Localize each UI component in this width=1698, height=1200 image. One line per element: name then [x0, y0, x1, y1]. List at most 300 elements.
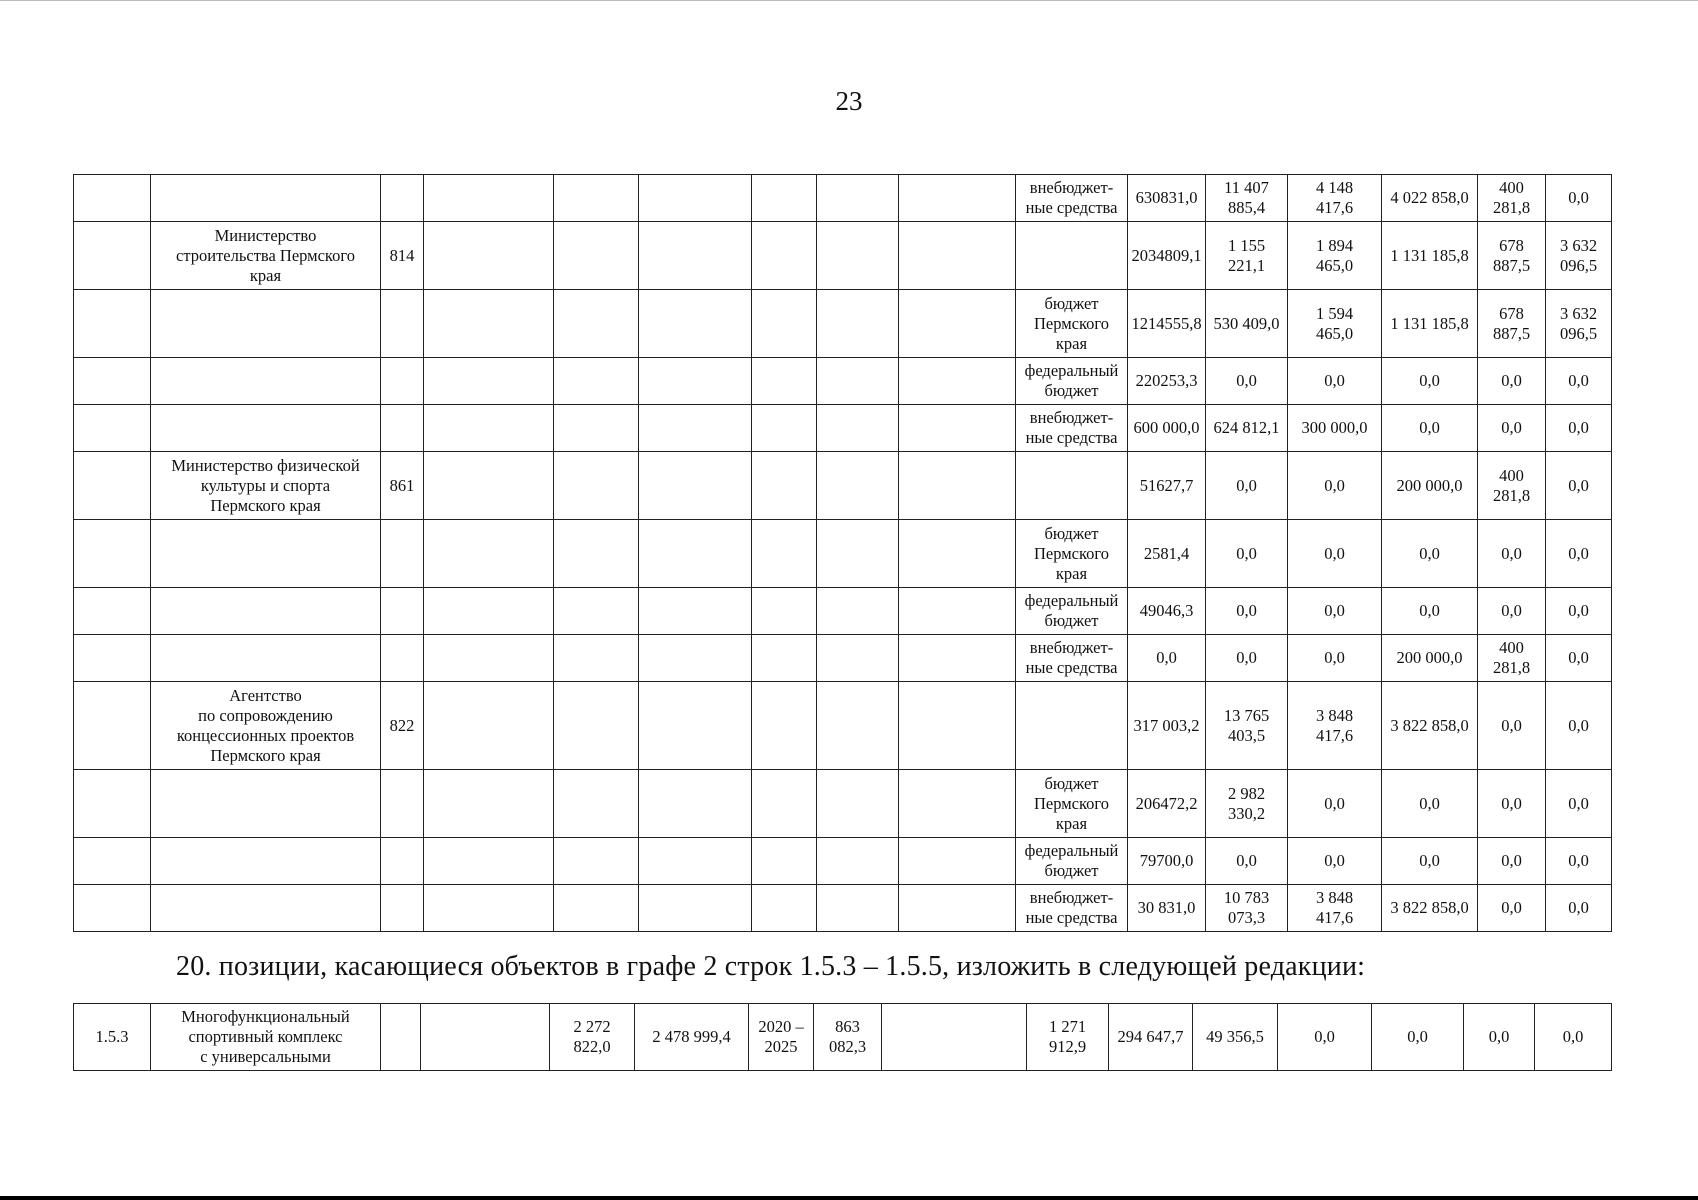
cell-line: 0,0 [1501, 371, 1522, 390]
cell-line: 3 632 [1559, 235, 1598, 255]
amount-cell [1546, 770, 1612, 838]
amount-cell [1382, 682, 1478, 770]
cell-line: по сопровождению [198, 705, 333, 725]
cell-line: 2 478 999,4 [652, 1027, 731, 1046]
organization-cell [151, 885, 381, 932]
amount-cell [1128, 838, 1206, 885]
amount-cell [1478, 222, 1546, 290]
amount-cell [1478, 682, 1546, 770]
empty-cell [424, 290, 554, 358]
cell-line: 530 409,0 [1213, 313, 1280, 333]
organization-cell [151, 635, 381, 682]
cell-line: 0,0 [1236, 371, 1257, 390]
cell-line: края [1055, 333, 1088, 353]
cell-line: 096,5 [1559, 255, 1598, 275]
value-cell [1027, 1004, 1109, 1071]
cell-line: 1 594 [1315, 303, 1354, 323]
value-cell [1535, 1004, 1612, 1071]
funding-source-cell [1016, 635, 1128, 682]
empty-cell [424, 588, 554, 635]
empty-cell [752, 885, 817, 932]
number-cell [74, 838, 151, 885]
cell-line: 0,0 [1488, 1027, 1510, 1046]
cell-line: 400 281,8 [1492, 178, 1531, 217]
code-cell: 822 [381, 682, 424, 770]
amount-cell [1382, 222, 1478, 290]
cell-line: 1 155 [1227, 235, 1266, 255]
cell-line: 0,0 [1407, 1027, 1428, 1046]
empty-cell [554, 290, 639, 358]
cell-line: 0,0 [1568, 898, 1589, 917]
amount-cell [1546, 682, 1612, 770]
empty-cell [381, 1004, 421, 1071]
cell-line: 0,0 [1324, 371, 1345, 390]
empty-cell [752, 222, 817, 290]
cell-line: 49046,3 [1139, 601, 1194, 620]
empty-cell [899, 222, 1016, 290]
cell-line: Пермского края [210, 745, 321, 765]
cell-line: 0,0 [1324, 648, 1345, 667]
page-number: 23 [835, 86, 863, 116]
funding-source-cell [1016, 885, 1128, 932]
number-cell [74, 588, 151, 635]
cell-line: 4 022 858,0 [1390, 188, 1469, 207]
funding-source-cell [1016, 405, 1128, 452]
cell-line: ные средства [1025, 658, 1118, 677]
empty-cell [639, 682, 752, 770]
cell-line: 082,3 [828, 1037, 867, 1056]
cell-line: Агентство [229, 685, 302, 705]
cell-line: 0,0 [1501, 543, 1522, 563]
empty-cell [899, 405, 1016, 452]
amount-cell [1546, 885, 1612, 932]
amount-cell [1478, 405, 1546, 452]
funding-source-cell [1016, 175, 1128, 222]
cell-line: 0,0 [1419, 851, 1440, 870]
number-cell [74, 405, 151, 452]
cell-line: бюджет [1044, 293, 1099, 313]
cell-line: Министерство физической [171, 455, 360, 475]
cell-line: 0,0 [1568, 601, 1589, 620]
table-row [74, 682, 1612, 770]
cell-line: 51627,7 [1139, 475, 1194, 495]
cell-line: 294 647,7 [1117, 1027, 1184, 1046]
amount-cell [1546, 175, 1612, 222]
cell-line: 2034809,1 [1131, 245, 1202, 265]
amount-cell [1128, 588, 1206, 635]
number-cell [74, 290, 151, 358]
number-cell [74, 175, 151, 222]
cell-line: 630831,0 [1135, 188, 1198, 207]
empty-cell [639, 452, 752, 520]
amount-cell [1382, 885, 1478, 932]
cell-line: 417,6 [1315, 725, 1354, 745]
cell-line: 0,0 [1568, 371, 1589, 390]
amount-cell [1382, 290, 1478, 358]
amount-cell [1478, 520, 1546, 588]
cell-line: бюджет [1044, 861, 1099, 880]
empty-cell [752, 838, 817, 885]
organization-cell [151, 358, 381, 405]
cell-line: 0,0 [1236, 543, 1257, 563]
cell-line: 0,0 [1419, 371, 1440, 390]
value-cell [1464, 1004, 1535, 1071]
cell-line: 863 [835, 1017, 860, 1036]
cell-line: 0,0 [1501, 418, 1522, 437]
empty-cell [424, 222, 554, 290]
empty-cell [424, 885, 554, 932]
amount-cell [1546, 452, 1612, 520]
cell-line: 073,3 [1227, 908, 1266, 927]
empty-cell [817, 452, 899, 520]
amount-cell [1206, 588, 1288, 635]
empty-cell [882, 1004, 1027, 1071]
cell-line: ные средства [1025, 428, 1118, 447]
funding-source-cell [1016, 222, 1128, 290]
cell-line: 0,0 [1501, 851, 1522, 870]
organization-cell [151, 222, 381, 290]
amount-cell [1546, 358, 1612, 405]
empty-cell [424, 635, 554, 682]
empty-cell [752, 682, 817, 770]
empty-cell [554, 452, 639, 520]
value-cell [1372, 1004, 1464, 1071]
amount-cell [1128, 682, 1206, 770]
empty-cell [554, 175, 639, 222]
organization-cell [151, 588, 381, 635]
cell-line: 0,0 [1419, 601, 1440, 620]
organization-cell [151, 520, 381, 588]
empty-cell [639, 520, 752, 588]
empty-cell [752, 452, 817, 520]
cell-line: 49 356,5 [1206, 1027, 1264, 1046]
cell-line: Пермского [1033, 543, 1110, 563]
cell-line: 0,0 [1568, 648, 1589, 667]
amount-cell [1478, 770, 1546, 838]
amount-cell [1206, 770, 1288, 838]
amount-cell [1288, 770, 1382, 838]
organization-cell [151, 175, 381, 222]
empty-cell [899, 838, 1016, 885]
amount-cell [1478, 635, 1546, 682]
cell-line: 330,2 [1227, 803, 1266, 823]
table-row [74, 635, 1612, 682]
code-cell [381, 885, 424, 932]
cell-line: 1 271 [1048, 1017, 1087, 1036]
cell-line: 317 003,2 [1133, 715, 1200, 735]
amount-cell [1206, 175, 1288, 222]
amount-cell [1382, 405, 1478, 452]
cell-line: 0,0 [1419, 418, 1440, 437]
code-cell: 814 [381, 222, 424, 290]
amount-cell [1382, 588, 1478, 635]
empty-cell [424, 405, 554, 452]
scan-edge-top [0, 0, 1698, 1]
empty-cell [554, 885, 639, 932]
object-table [73, 1003, 1612, 1071]
amount-cell [1128, 222, 1206, 290]
cell-line: 220253,3 [1135, 371, 1198, 390]
cell-line: концессионных проектов [176, 725, 355, 745]
empty-cell [817, 405, 899, 452]
funding-source-cell [1016, 682, 1128, 770]
table-row [74, 290, 1612, 358]
cell-line: 206472,2 [1135, 793, 1198, 813]
cell-line: бюджет [1044, 773, 1099, 793]
amount-cell [1546, 222, 1612, 290]
cell-line: строительства Пермского [176, 245, 355, 265]
amount-cell [1206, 405, 1288, 452]
cell-line: 3 822 858,0 [1390, 898, 1469, 917]
amount-cell [1288, 838, 1382, 885]
amount-cell [1288, 452, 1382, 520]
empty-cell [817, 222, 899, 290]
cell-line: спортивный комплекс [188, 1027, 343, 1046]
amount-cell [1288, 222, 1382, 290]
amount-cell [1478, 452, 1546, 520]
cell-line: 0,0 [1568, 188, 1589, 207]
cell-line: края [1055, 563, 1088, 583]
cell-line: 0,0 [1568, 418, 1589, 437]
empty-cell [554, 635, 639, 682]
empty-cell [421, 1004, 550, 1071]
empty-cell [554, 588, 639, 635]
cell-line: 300 000,0 [1301, 418, 1368, 437]
cell-line: 3 632 [1559, 303, 1598, 323]
cell-line: 2020 – [758, 1017, 804, 1036]
cell-line: 0,0 [1419, 793, 1440, 813]
amount-cell [1128, 635, 1206, 682]
cell-line: Многофункциональный [181, 1007, 350, 1026]
code-cell [381, 520, 424, 588]
number-cell [74, 452, 151, 520]
cell-line: края [1055, 813, 1088, 833]
empty-cell [639, 175, 752, 222]
cell-line: 0,0 [1324, 475, 1345, 495]
amount-cell [1288, 635, 1382, 682]
empty-cell [424, 452, 554, 520]
cell-line: 0,0 [1568, 793, 1589, 813]
value-cell [749, 1004, 814, 1071]
section-heading: 20. позиции, касающиеся объектов в графе 2 строк 1.5.3 – 1.5.5, изложить в следующей редакции: [176, 951, 1366, 982]
cell-line: 0,0 [1419, 543, 1440, 563]
cell-line: 0,0 [1568, 543, 1589, 563]
cell-line: 0,0 [1324, 851, 1345, 870]
empty-cell [752, 635, 817, 682]
empty-cell [817, 588, 899, 635]
cell-line: 1214555,8 [1131, 313, 1202, 333]
cell-line: 11 407 [1224, 178, 1269, 197]
amount-cell [1546, 838, 1612, 885]
empty-cell [817, 358, 899, 405]
amount-cell [1128, 405, 1206, 452]
empty-cell [639, 358, 752, 405]
empty-cell [817, 682, 899, 770]
empty-cell [899, 358, 1016, 405]
empty-cell [752, 588, 817, 635]
cell-line: 0,0 [1568, 851, 1589, 870]
cell-line: 885,4 [1227, 198, 1266, 217]
number-cell [74, 520, 151, 588]
table-row [74, 770, 1612, 838]
amount-cell [1382, 358, 1478, 405]
cell-line: 3 848 [1315, 705, 1354, 725]
cell-line: 3 848 [1315, 888, 1354, 907]
amount-cell [1206, 885, 1288, 932]
code-cell [381, 635, 424, 682]
empty-cell [899, 588, 1016, 635]
cell-line: 0,0 [1501, 898, 1522, 917]
empty-cell [424, 358, 554, 405]
amount-cell [1206, 358, 1288, 405]
scan-edge-bottom [0, 1196, 1698, 1200]
cell-line: 465,0 [1315, 323, 1354, 343]
code-cell [381, 405, 424, 452]
empty-cell [554, 682, 639, 770]
number-cell [74, 770, 151, 838]
amount-cell [1128, 885, 1206, 932]
number-cell [74, 682, 151, 770]
cell-line: внебюджет- [1029, 178, 1114, 197]
empty-cell [424, 838, 554, 885]
amount-cell [1382, 635, 1478, 682]
organization-cell [151, 405, 381, 452]
amount-cell [1206, 222, 1288, 290]
table-row [74, 452, 1612, 520]
cell-line: федеральный [1024, 361, 1119, 380]
cell-line: 0,0 [1236, 851, 1257, 870]
funding-source-cell [1016, 290, 1128, 358]
funding-source-cell [1016, 770, 1128, 838]
cell-line: 417,6 [1315, 908, 1354, 927]
empty-cell [752, 770, 817, 838]
amount-cell [1478, 588, 1546, 635]
empty-cell [899, 290, 1016, 358]
cell-line: 0,0 [1236, 648, 1257, 667]
empty-cell [639, 635, 752, 682]
cell-line: 0,0 [1314, 1027, 1335, 1046]
number-cell [74, 222, 151, 290]
cell-line: 0,0 [1501, 601, 1522, 620]
empty-cell [424, 682, 554, 770]
cell-line: ные средства [1025, 908, 1118, 927]
empty-cell [817, 838, 899, 885]
object-name-cell [151, 1004, 381, 1071]
value-cell [814, 1004, 882, 1071]
cell-line: 1 131 185,8 [1390, 313, 1469, 333]
empty-cell [817, 290, 899, 358]
value-cell [1278, 1004, 1372, 1071]
funding-source-cell [1016, 358, 1128, 405]
amount-cell [1288, 358, 1382, 405]
cell-line: федеральный [1024, 591, 1119, 610]
amount-cell [1206, 838, 1288, 885]
empty-cell [639, 405, 752, 452]
cell-line: 678 887,5 [1492, 303, 1531, 343]
empty-cell [817, 635, 899, 682]
cell-line: 0,0 [1236, 475, 1257, 495]
code-cell [381, 770, 424, 838]
cell-line: 13 765 [1223, 705, 1270, 725]
amount-cell [1288, 175, 1382, 222]
table-row [74, 358, 1612, 405]
amount-cell [1288, 520, 1382, 588]
empty-cell [639, 588, 752, 635]
empty-cell [899, 175, 1016, 222]
empty-cell [752, 520, 817, 588]
cell-line: федеральный [1024, 841, 1119, 860]
cell-line: Пермского [1033, 313, 1110, 333]
cell-line: 30 831,0 [1137, 898, 1196, 917]
amount-cell [1382, 770, 1478, 838]
amount-cell [1478, 175, 1546, 222]
cell-line: внебюджет- [1029, 638, 1114, 657]
cell-line: внебюджет- [1029, 888, 1114, 907]
code-cell [381, 290, 424, 358]
cell-line: Пермского края [210, 495, 321, 515]
amount-cell [1128, 452, 1206, 520]
funding-source-cell [1016, 588, 1128, 635]
amount-cell [1382, 838, 1478, 885]
cell-line: 1 131 185,8 [1390, 245, 1469, 265]
cell-line: 10 783 [1223, 888, 1270, 907]
value-cell [550, 1004, 635, 1071]
cell-line: Пермского [1033, 793, 1110, 813]
empty-cell [899, 682, 1016, 770]
organization-cell [151, 452, 381, 520]
number-cell [74, 358, 151, 405]
empty-cell [899, 885, 1016, 932]
cell-line: 822,0 [573, 1037, 611, 1056]
budget-table [73, 174, 1612, 932]
amount-cell [1546, 635, 1612, 682]
cell-line: 912,9 [1048, 1037, 1087, 1056]
cell-line: 0,0 [1568, 715, 1589, 735]
cell-line: 4 148 [1315, 178, 1354, 197]
cell-line: 0,0 [1501, 793, 1522, 813]
cell-line: 0,0 [1568, 475, 1589, 495]
funding-source-cell [1016, 838, 1128, 885]
cell-line: 400 281,8 [1492, 465, 1531, 505]
amount-cell [1478, 838, 1546, 885]
cell-line: 200 000,0 [1396, 475, 1463, 495]
cell-line: 0,0 [1562, 1027, 1584, 1046]
table-row [74, 222, 1612, 290]
cell-line: 0,0 [1324, 601, 1345, 620]
table-row [74, 175, 1612, 222]
empty-cell [639, 838, 752, 885]
empty-cell [899, 770, 1016, 838]
amount-cell [1546, 588, 1612, 635]
cell-line: края [249, 265, 282, 285]
amount-cell [1546, 290, 1612, 358]
cell-line: 0,0 [1501, 715, 1522, 735]
code-cell [381, 358, 424, 405]
cell-line: 678 887,5 [1492, 235, 1531, 275]
amount-cell [1288, 885, 1382, 932]
number-cell [74, 635, 151, 682]
cell-line: 403,5 [1227, 725, 1266, 745]
empty-cell [899, 520, 1016, 588]
funding-source-cell [1016, 452, 1128, 520]
table-row [74, 405, 1612, 452]
empty-cell [554, 358, 639, 405]
cell-line: 600 000,0 [1133, 418, 1200, 437]
cell-line: Министерство [214, 225, 317, 245]
amount-cell [1382, 520, 1478, 588]
empty-cell [424, 770, 554, 838]
amount-cell [1288, 588, 1382, 635]
